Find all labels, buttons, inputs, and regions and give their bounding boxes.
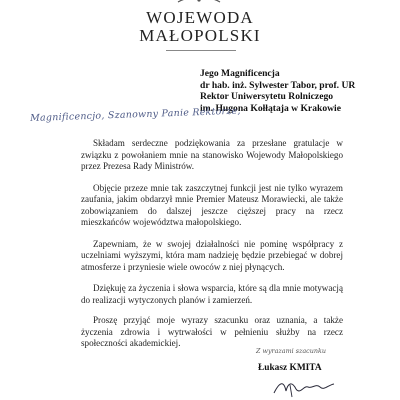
signer-name: Łukasz KMITA xyxy=(258,363,322,373)
body-paragraph: Zapewniam, że w swojej działalności nie pominę współpracy z uczelniami wyższymi, która mam nadzieję będzie przebiegać w dobrej atmosferze i przyniesie wiele owoców z niej płynących. xyxy=(81,238,343,272)
addressee-line: Rektor Uniwersytetu Rolniczego xyxy=(200,91,334,103)
handwritten-salutation: Magnificencjo, Szanowny Panie Rektorze, xyxy=(30,105,241,124)
addressee-line: im. Hugona Kołłątaja w Krakowie xyxy=(200,102,341,114)
signature-icon xyxy=(270,375,340,399)
handwritten-closing: Z wyrazami szacunku xyxy=(256,347,326,355)
eagle-emblem-icon xyxy=(176,0,222,4)
letterhead-divider xyxy=(166,50,236,51)
body-paragraph: Proszę przyjąć moje wyrazy szacunku oraz uznania, a także życzenia zdrowia i wytrwałości w pełnieniu służby na rzecz społeczności akademickiej. xyxy=(81,315,343,348)
letterhead-subtitle: MAŁOPOLSKI xyxy=(139,26,261,45)
body-paragraph: Dziękuję za życzenia i słowa wsparcia, które są dla mnie motywacją do realizacji wytyczonych planów i zamierzeń. xyxy=(81,283,343,305)
body-paragraph: Składam serdeczne podziękowania za przesłane gratulacje w związku z powołaniem mnie na stanowisko Wojewody Małopolskiego przez Prezesa Rady Ministrów. xyxy=(81,138,343,171)
letter-body xyxy=(81,138,343,359)
letterhead-title: WOJEWODA xyxy=(146,8,254,27)
addressee-line: Jego Magnificencja xyxy=(200,68,280,79)
body-paragraph: Objęcie przeze mnie tak zaszczytnej funkcji jest nie tylko wyrazem zaufania, jakim obdarzył mnie Premier Mateusz Morawiecki, ale także zobowiązaniem do dalszej jeszcze cięższej pracy na rzecz mieszkańców województwa małopolskiego. xyxy=(81,182,343,227)
addressee-line: dr hab. inż. Sylwester Tabor, prof. UR xyxy=(200,79,356,91)
